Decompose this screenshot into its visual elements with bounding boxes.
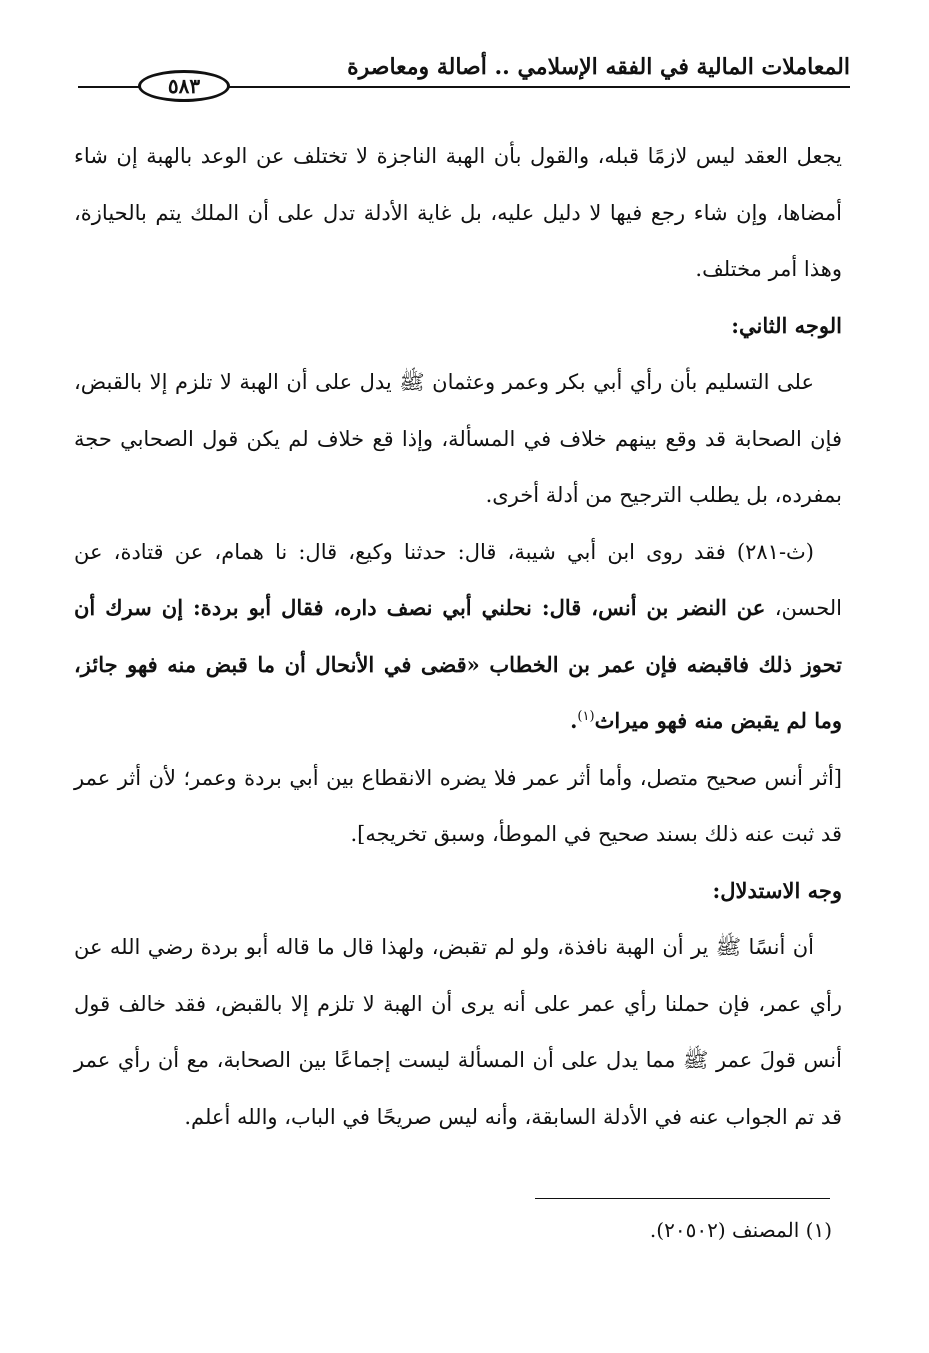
heading-second-aspect: الوجه الثاني: [731, 312, 842, 338]
paragraph-3 [74, 524, 842, 750]
page-header [78, 48, 850, 104]
running-title: المعاملات المالية في الفقه الإسلامي .. أصالة ومعاصرة [347, 54, 850, 80]
page-body [74, 128, 842, 1145]
heading-evidence: وجه الاستدلال: [712, 877, 842, 903]
paragraph-2: على التسليم بأن رأي أبي بكر وعمر وعثمان ﷺ يدل على أن الهبة لا تلزم إلا بالقبض، فإن الصحابة قد وقع بينهم خلاف في المسألة، وإذا قع خلاف لم يكن قول الصحابي حجة بمفرده، بل يطلب الترجيح من أدلة أخرى. [74, 370, 842, 507]
narration-chain: (ث-٢٨١) فقد روى ابن أبي شيبة، قال: حدثنا وكيع، قال: نا همام، عن قتادة، عن الحسن، [74, 539, 842, 620]
narration-end: . [570, 708, 578, 733]
footnote-rule [535, 1198, 830, 1199]
page-number-badge: ٥٨٣ [138, 70, 230, 102]
paragraph-1: يجعل العقد ليس لازمًا قبله، والقول بأن الهبة الناجزة لا تختلف عن الوعد بالهبة إن شاء أمضاها، وإن شاء رجع فيها لا دليل عليه، بل غاية الأدلة تدل على أن الملك يتم بالحيازة، وهذا أمر مختلف. [74, 144, 842, 281]
footnote: (١) المصنف (٢٠٥٠٢). [649, 1218, 832, 1242]
footnote-ref: (١) [577, 709, 595, 724]
paragraph-5: أن أنسًا ﷺ ير أن الهبة نافذة، ولو لم تقبض، ولهذا قال ما قاله أبو بردة رضي الله عن رأي عمر، فإن حملنا رأي عمر على أنه يرى أن الهبة لا تلزم إلا بالقبض، فقد خالف قول أنس قولَ عمر ﷺ مما يدل على أن المسألة ليست إجماعًا بين الصحابة، مع أن رأي عمر قد تم الجواب عنه في الأدلة السابقة، وأنه ليس صريحًا في الباب، والله أعلم. [74, 935, 842, 1129]
paragraph-4: [أثر أنس صحيح متصل، وأما أثر عمر فلا يضره الانقطاع بين أبي بردة وعمر؛ لأن أثر عمر قد ثبت عنه ذلك بسند صحيح في الموطأ، وسبق تخريجه]. [74, 765, 842, 846]
narration-text: عن النضر بن أنس، قال: نحلني أبي نصف داره، فقال أبو بردة: إن سرك أن تحوز ذلك فاقبضه فإن عمر بن الخطاب «قضى في الأنحال أن ما قبض منه فهو جائز، وما لم يقبض منه فهو ميراث [74, 595, 842, 733]
